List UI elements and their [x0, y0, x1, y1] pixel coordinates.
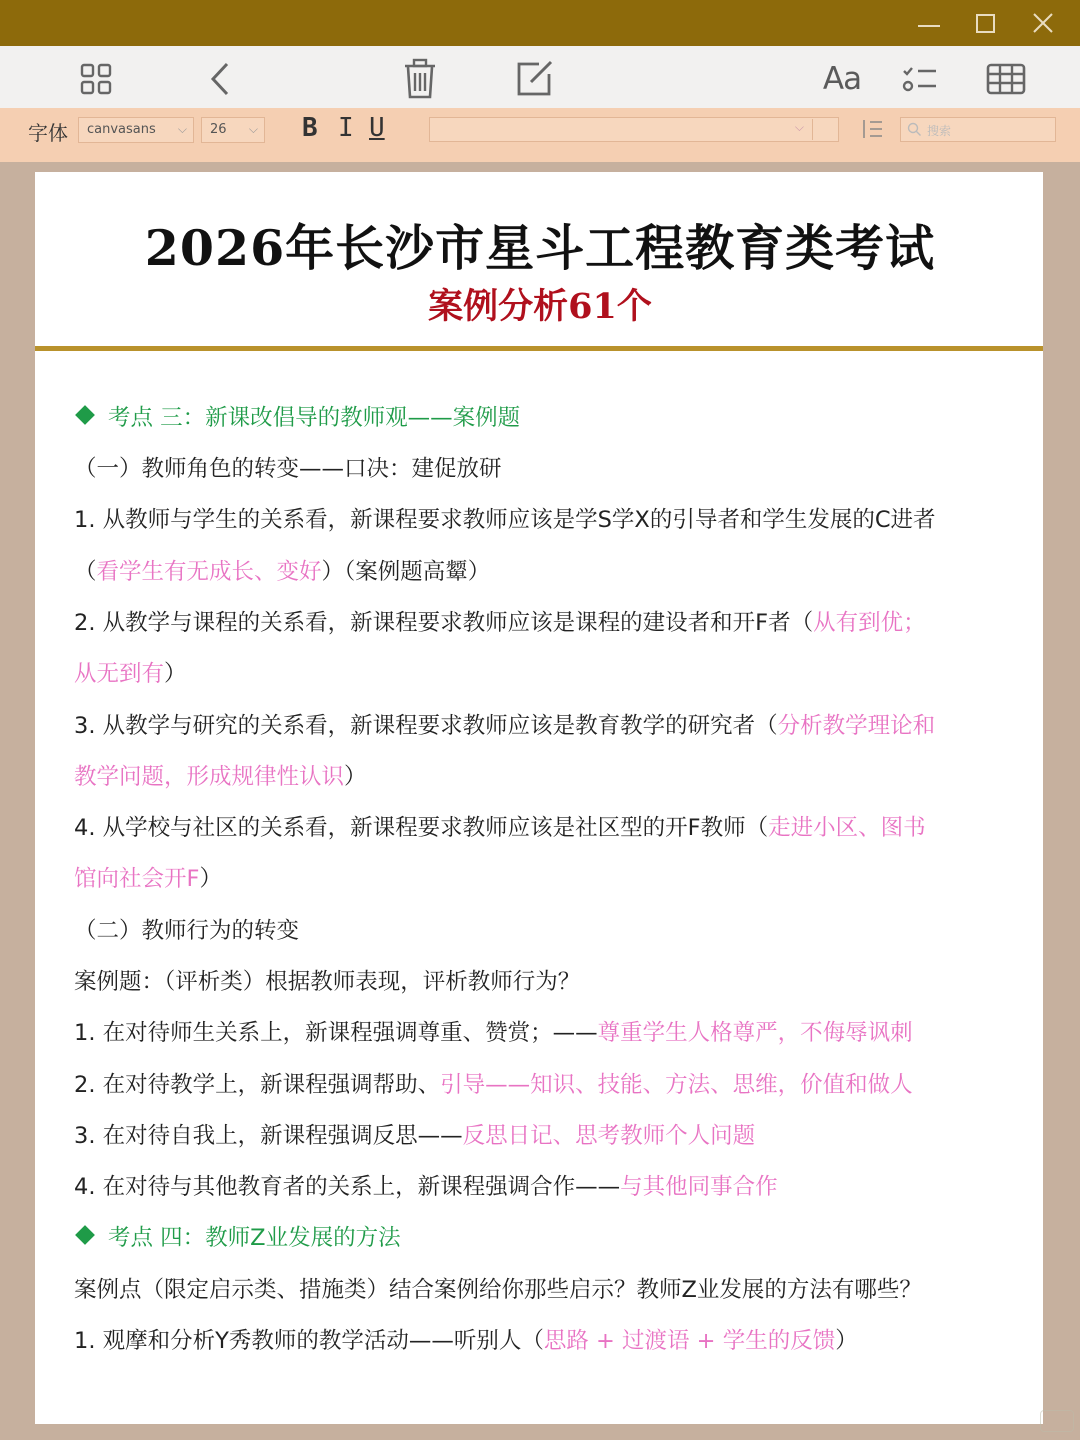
doc-line: 1. 从教师与学生的关系看，新课程要求教师应该是学S学X的引导者和学生发展的C进者 — [74, 507, 936, 533]
table-icon — [985, 62, 1027, 96]
maximize-button[interactable] — [966, 6, 1006, 40]
font-label: 字体 — [28, 121, 68, 145]
doc-line: （二）教师行为的转变 — [74, 918, 300, 944]
refresh-icon[interactable] — [812, 119, 834, 140]
diamond-bullet-icon — [75, 1225, 95, 1245]
doc-line: 从无到有） — [74, 661, 187, 687]
font-family-value: canvasans — [87, 122, 156, 137]
bold-button[interactable]: B — [302, 113, 318, 143]
close-button[interactable] — [1023, 6, 1063, 40]
document-subtitle: 案例分析61个 — [428, 286, 652, 327]
grid-view-button[interactable] — [72, 56, 120, 102]
back-icon — [205, 61, 235, 97]
chevron-down-icon: ⌵ — [794, 120, 804, 134]
doc-line: 案例点（限定启示类、措施类）结合案例给你那些启示？教师Z业发展的方法有哪些？ — [74, 1277, 922, 1303]
doc-line: 4. 从学校与社区的关系看，新课程要求教师应该是社区型的开F教师（走进小区、图书 — [74, 815, 926, 841]
watermark-badge — [1040, 1410, 1074, 1432]
doc-line: 2. 在对待教学上，新课程强调帮助、引导——知识、技能、方法、思维，价值和做人 — [74, 1072, 913, 1098]
doc-line: 3. 在对待自我上，新课程强调反思——反思日记、思考教师个人问题 — [74, 1123, 756, 1149]
list-button[interactable] — [896, 56, 944, 102]
minimize-icon — [908, 6, 948, 40]
back-button[interactable] — [196, 56, 244, 102]
table-button[interactable] — [982, 56, 1030, 102]
doc-line: 教学问题，形成规律性认识） — [74, 764, 367, 790]
font-family-select[interactable] — [78, 117, 194, 143]
delete-button[interactable] — [396, 56, 444, 102]
doc-line: 3. 从教学与研究的关系看，新课程要求教师应该是教育教学的研究者（分析教学理论和 — [74, 713, 936, 739]
doc-line: 案例题：（评析类）根据教师表现，评析教师行为？ — [74, 969, 581, 995]
outline-icon — [862, 118, 884, 140]
font-size-value: 26 — [210, 122, 227, 137]
doc-line: （一）教师角色的转变——口决：建促放研 — [74, 456, 502, 482]
underline-button[interactable]: U — [369, 113, 385, 143]
section-heading: 考点 三：新课改倡导的教师观——案例题 — [74, 403, 1014, 433]
outline-button[interactable] — [862, 118, 884, 140]
chevron-down-icon: ⌵ — [177, 122, 187, 136]
section-heading: 考点 四：教师Z业发展的方法 — [74, 1223, 1014, 1253]
grid-icon — [79, 62, 113, 96]
font-icon: Aa — [822, 61, 862, 97]
edit-button[interactable] — [510, 56, 558, 102]
close-icon — [1023, 6, 1063, 40]
font-size-select[interactable] — [201, 117, 265, 143]
doc-line: 4. 在对待与其他教育者的关系上，新课程强调合作——与其他同事合作 — [74, 1174, 778, 1200]
doc-line: 2. 从教学与课程的关系看，新课程要求教师应该是课程的建设者和开F者（从有到优； — [74, 610, 926, 636]
font-button[interactable] — [814, 56, 870, 102]
doc-line: （看学生有无成长、变好）（案例题高颦） — [74, 559, 491, 585]
trash-icon — [402, 58, 438, 100]
doc-line: 1. 在对待师生关系上，新课程强调尊重、赞赏；——尊重学生人格尊严，不侮辱讽刺 — [74, 1020, 913, 1046]
search-icon — [907, 122, 922, 137]
edit-icon — [513, 58, 555, 100]
minimize-button[interactable] — [908, 6, 948, 40]
chevron-down-icon: ⌵ — [248, 122, 258, 136]
search-placeholder: 搜索 — [927, 124, 952, 138]
maximize-icon — [966, 6, 1006, 40]
style-combo[interactable] — [429, 117, 839, 142]
italic-button[interactable]: I — [338, 113, 354, 143]
doc-line: 1. 观摩和分析Y秀教师的教学活动——听别人（思路 + 过渡语 + 学生的反馈） — [74, 1328, 858, 1354]
title-divider — [35, 346, 1043, 351]
diamond-bullet-icon — [75, 405, 95, 425]
document-title: 2026年长沙市星斗工程教育类考试 — [144, 219, 936, 277]
search-input[interactable] — [900, 117, 1056, 142]
list-icon — [901, 64, 939, 94]
doc-line: 馆向社会开F） — [74, 866, 222, 892]
